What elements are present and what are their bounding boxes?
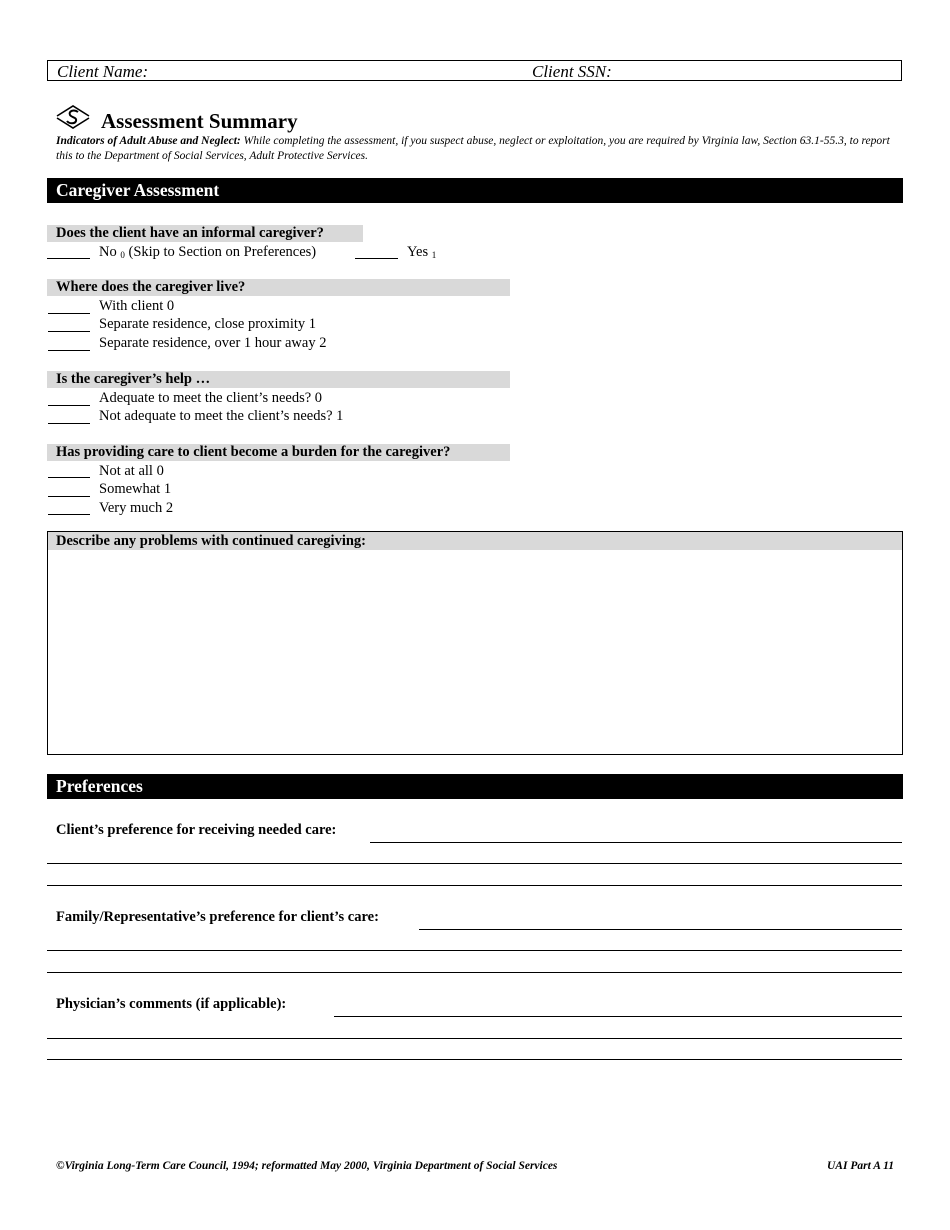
burden-option: Somewhat 1: [99, 481, 172, 497]
abuse-note-text: While completing the assessment, if you suspect abuse, neglect or exploitation, you are required by Virginia law, Section 63.1-55.3, to report this to the Department of Social Services, Adult Protective Services.: [56, 135, 890, 162]
page-title: Assessment Summary: [101, 109, 298, 133]
client-preference-label: Client’s preference for receiving needed care:: [56, 822, 337, 838]
live-option: Separate residence, close proximity 1: [99, 316, 317, 332]
client-preference-line[interactable]: [47, 885, 902, 886]
help-option: Adequate to meet the client’s needs? 0: [99, 390, 323, 406]
burden-option-blank[interactable]: [48, 496, 90, 497]
burden-option-blank[interactable]: [48, 514, 90, 515]
informal-no-label: No: [99, 244, 117, 260]
informal-yes-blank[interactable]: [355, 258, 398, 259]
client-preference-line[interactable]: [370, 842, 902, 843]
live-option-blank[interactable]: [48, 313, 90, 314]
client-preference-line[interactable]: [47, 863, 902, 864]
physician-comments-label: Physician’s comments (if applicable):: [56, 996, 287, 1012]
client-name-label: Client Name:: [57, 62, 149, 81]
dss-logo-icon: [55, 104, 91, 130]
physician-comments-line[interactable]: [47, 1038, 902, 1039]
family-preference-line[interactable]: [419, 929, 902, 930]
caregiver-live-question: Where does the caregiver live?: [47, 279, 510, 296]
live-option: Separate residence, over 1 hour away 2: [99, 335, 327, 351]
help-option-blank[interactable]: [48, 405, 90, 406]
burden-option-blank[interactable]: [48, 477, 90, 478]
physician-comments-line[interactable]: [47, 1059, 902, 1060]
physician-comments-line[interactable]: [334, 1016, 902, 1017]
client-info-box: [47, 60, 902, 81]
live-option-blank[interactable]: [48, 350, 90, 351]
help-option-blank[interactable]: [48, 423, 90, 424]
burden-option: Very much 2: [99, 500, 174, 516]
informal-no-option: [99, 243, 316, 264]
informal-yes-code: 1: [431, 250, 437, 260]
abuse-note-label: Indicators of Adult Abuse and Neglect:: [56, 135, 241, 147]
family-preference-line[interactable]: [47, 972, 902, 973]
preferences-section-header: Preferences: [47, 774, 903, 799]
burden-option: Not at all 0: [99, 463, 164, 479]
caregiving-problems-label: Describe any problems with continued caregiving:: [48, 532, 902, 550]
live-option-blank[interactable]: [48, 331, 90, 332]
informal-yes-label: Yes: [407, 244, 429, 260]
informal-no-note: (Skip to Section on Preferences): [128, 244, 317, 260]
footer-copyright: ©Virginia Long-Term Care Council, 1994; reformatted May 2000, Virginia Department of Social Services: [56, 1160, 558, 1172]
informal-caregiver-question: Does the client have an informal caregiver?: [47, 225, 363, 242]
footer-page-ref: UAI Part A 11: [827, 1160, 894, 1172]
informal-yes-option: [407, 243, 436, 264]
live-option: With client 0: [99, 298, 175, 314]
caregiving-problems-box[interactable]: [47, 531, 903, 755]
family-preference-label: Family/Representative’s preference for client’s care:: [56, 909, 379, 925]
caregiver-section-header: Caregiver Assessment: [47, 178, 903, 203]
caregiver-burden-question: Has providing care to client become a burden for the caregiver?: [47, 444, 510, 461]
family-preference-line[interactable]: [47, 950, 902, 951]
caregiver-help-question: Is the caregiver’s help …: [47, 371, 510, 388]
help-option: Not adequate to meet the client’s needs? 1: [99, 408, 344, 424]
informal-no-blank[interactable]: [47, 258, 90, 259]
client-ssn-label: Client SSN:: [532, 62, 612, 81]
abuse-neglect-note: [56, 134, 901, 163]
informal-no-code: 0: [120, 250, 125, 260]
